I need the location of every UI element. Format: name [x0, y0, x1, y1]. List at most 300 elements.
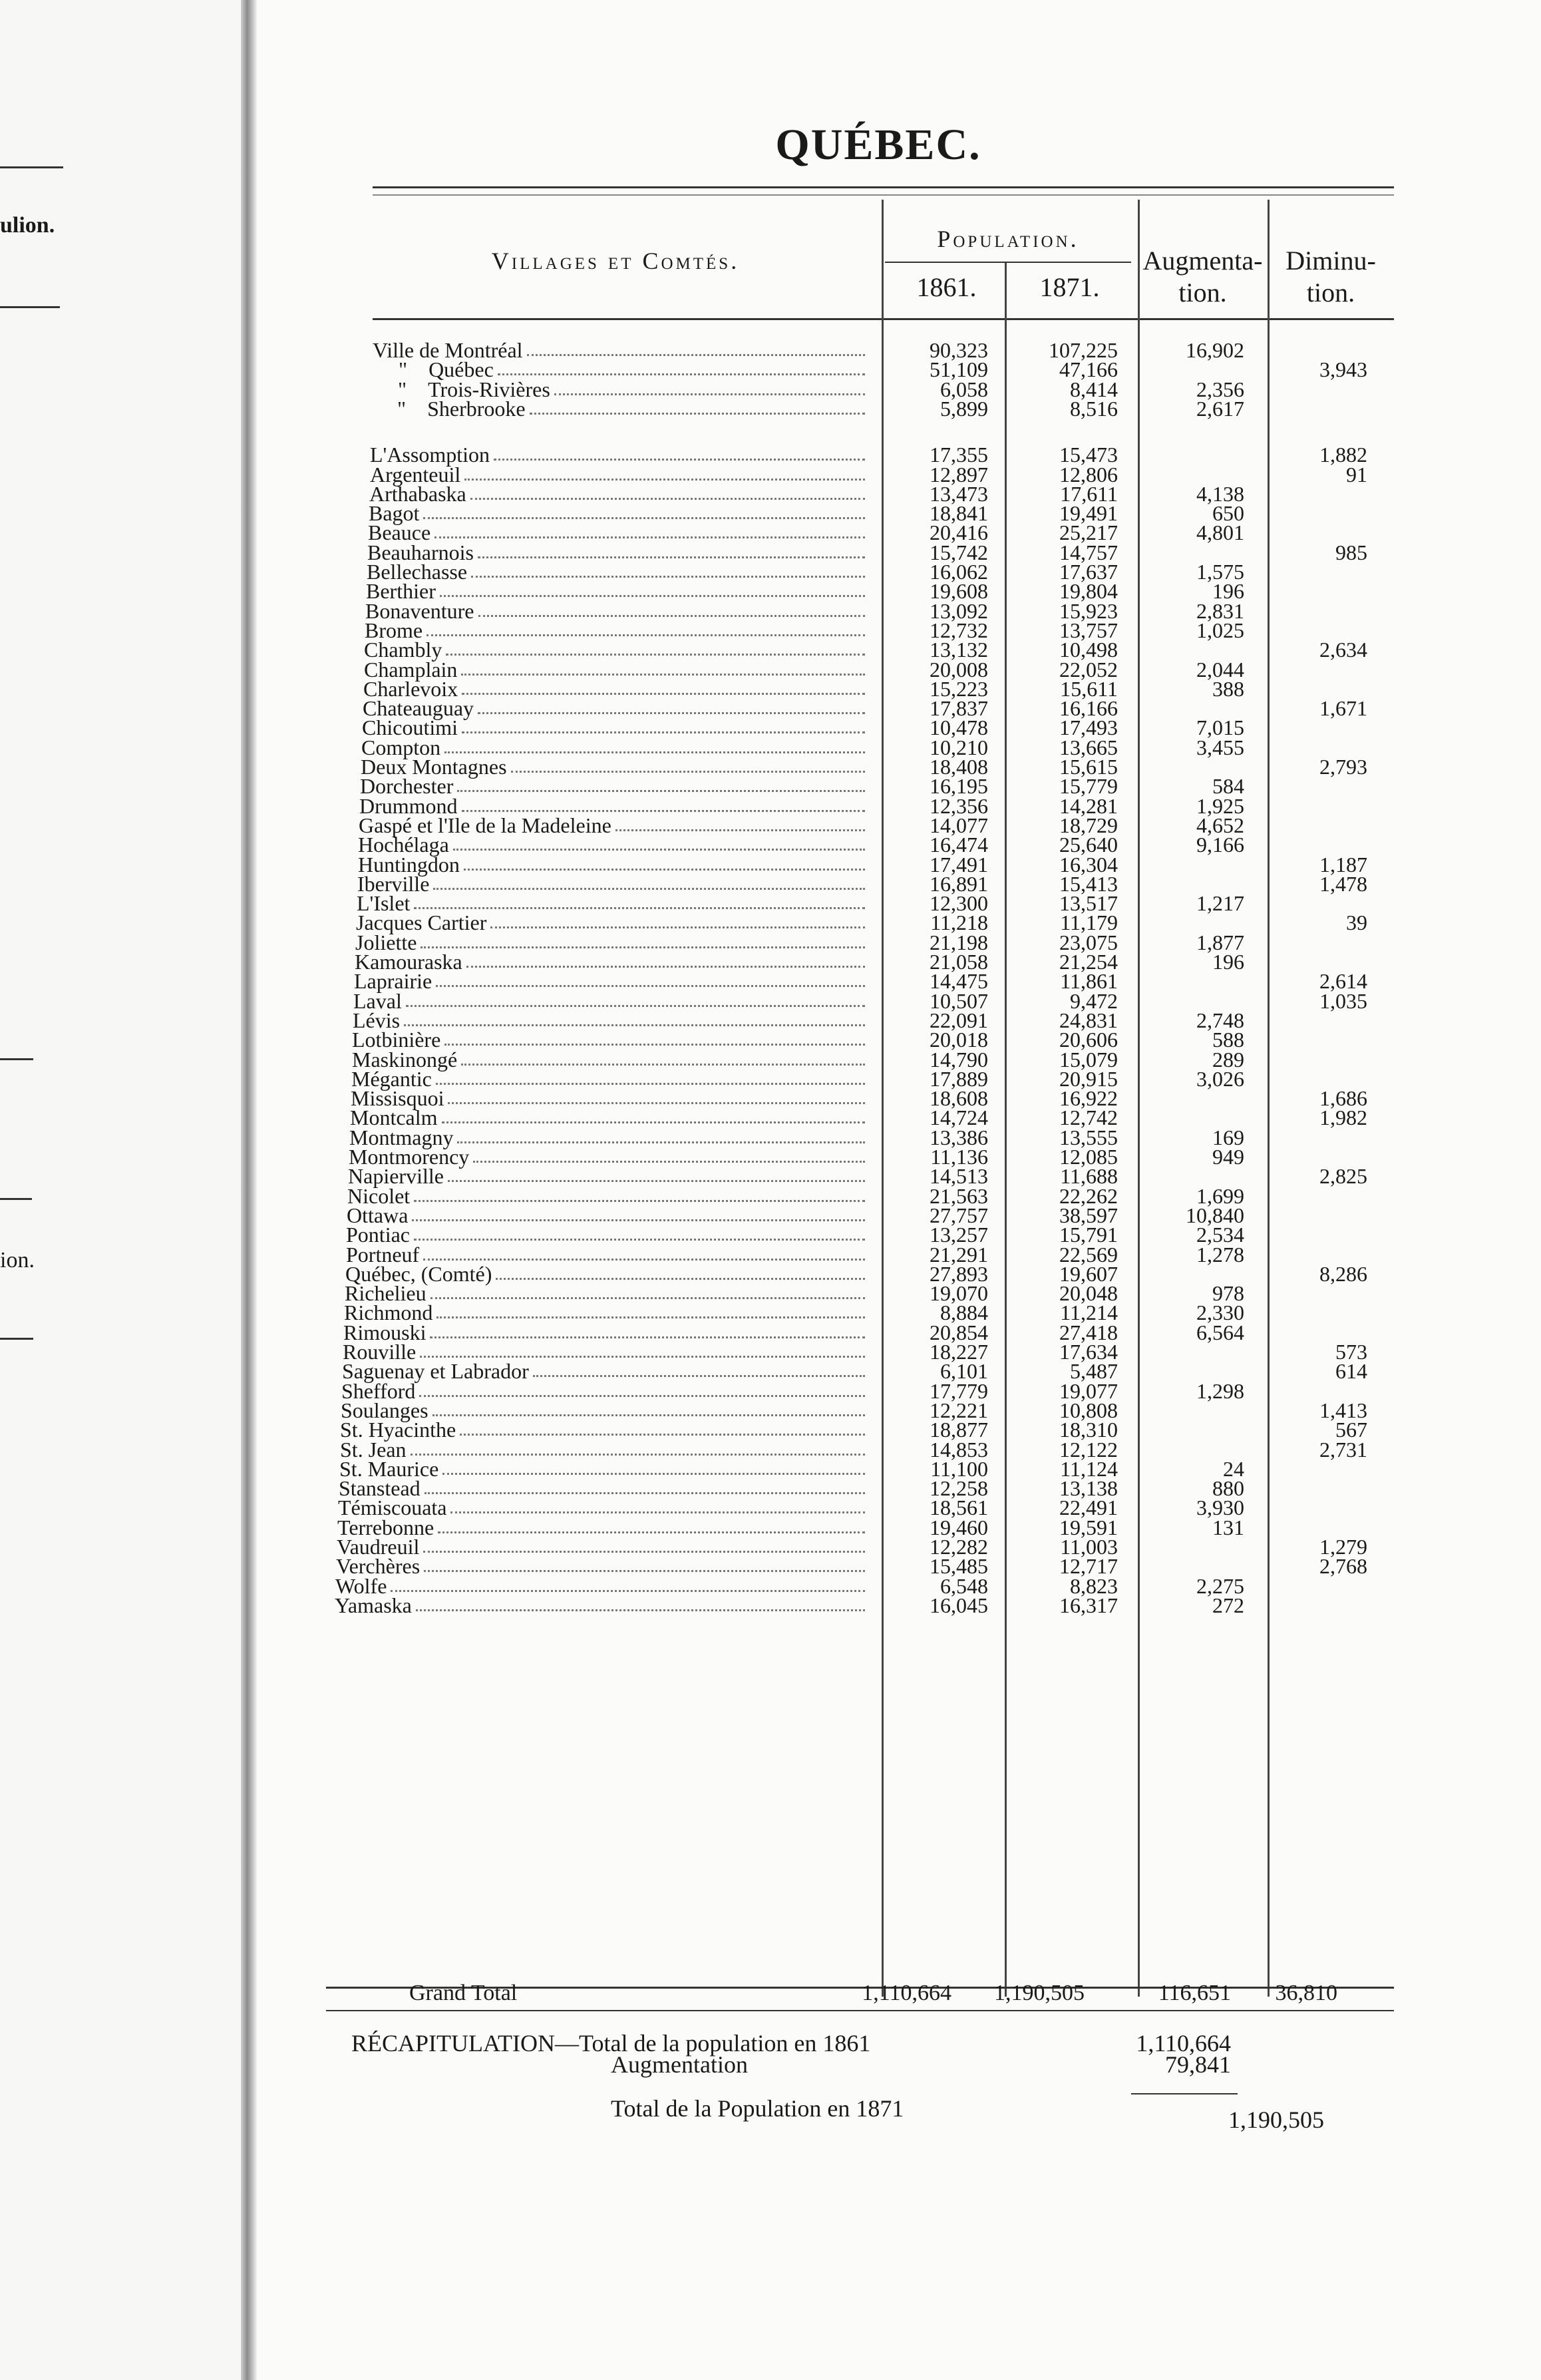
leader-dots: [442, 1107, 865, 1123]
cell-aug: 289: [1212, 1048, 1244, 1072]
cell-p1861: 19,070: [930, 1281, 988, 1305]
row-name: Laprairie: [354, 969, 432, 993]
table-row: [0, 970, 1541, 992]
cell-p1861: 12,300: [930, 891, 988, 915]
leader-dots: [423, 1536, 865, 1553]
row-name: L'Islet: [357, 891, 411, 915]
leader-dots: [391, 1575, 865, 1592]
leader-dots: [462, 795, 865, 812]
cell-aug: 2,044: [1196, 658, 1244, 682]
cell-aug: 4,801: [1196, 520, 1244, 544]
cell-p1871: 20,606: [1059, 1028, 1118, 1052]
cell-p1871: 11,124: [1060, 1457, 1118, 1481]
leader-dots: [419, 1380, 865, 1397]
cell-p1871: 15,615: [1059, 755, 1118, 779]
recap-rule: [1131, 2093, 1238, 2094]
cell-p1861: 17,491: [930, 853, 988, 877]
row-name: Chambly: [364, 638, 442, 662]
table-row: [0, 1224, 1541, 1246]
cell-p1871: 16,304: [1059, 853, 1118, 877]
cell-p1871: 17,634: [1059, 1340, 1118, 1364]
leader-dots: [464, 464, 865, 481]
cell-aug: 388: [1212, 677, 1244, 701]
cell-aug: 3,930: [1196, 1495, 1244, 1519]
leader-dots: [411, 1439, 865, 1456]
leader-dots: [461, 1049, 865, 1066]
grand-total-label: Grand Total: [409, 1981, 518, 2005]
cell-p1871: 38,597: [1059, 1203, 1118, 1227]
table-row: [0, 1029, 1541, 1051]
cell-dim: 1,478: [1319, 872, 1367, 896]
grand-total-1871: 1,190,505: [994, 1981, 1085, 2005]
row-name: Chicoutimi: [362, 715, 458, 739]
cell-p1861: 5,899: [940, 397, 988, 421]
cell-dim: 985: [1335, 540, 1367, 564]
leader-dots: [496, 1263, 865, 1280]
cell-aug: 16,902: [1186, 338, 1244, 362]
row-name: Compton: [361, 735, 441, 759]
row-name: Beauce: [368, 520, 431, 544]
cell-p1861: 14,475: [930, 969, 988, 993]
row-name: Nicolet: [347, 1184, 411, 1208]
row-name: Lotbinière: [352, 1028, 441, 1052]
leader-dots: [434, 522, 865, 538]
leader-dots: [478, 600, 865, 617]
row-name: Québec, (Comté): [345, 1262, 492, 1286]
cell-p1861: 10,478: [930, 715, 988, 739]
leader-dots: [466, 951, 865, 968]
leader-dots: [460, 1419, 865, 1436]
leader-dots: [436, 970, 865, 987]
cell-p1871: 13,138: [1059, 1476, 1118, 1500]
row-name: St. Maurice: [339, 1457, 439, 1481]
cell-p1861: 17,355: [930, 443, 988, 467]
leader-dots: [414, 1224, 865, 1241]
table-row: [0, 580, 1541, 602]
leader-dots: [444, 1029, 865, 1046]
cell-p1871: 11,179: [1060, 910, 1118, 934]
cell-aug: 2,534: [1196, 1223, 1244, 1247]
row-name: Shefford: [341, 1379, 416, 1403]
row-name: Bonaventure: [365, 599, 474, 623]
leader-dots: [450, 1497, 865, 1513]
recap-augmentation-label: Augmentation: [611, 2051, 748, 2078]
cell-p1861: 14,724: [930, 1105, 988, 1129]
cell-aug: 6,564: [1196, 1320, 1244, 1344]
table-row: [0, 1555, 1541, 1577]
cell-p1861: 16,195: [930, 774, 988, 798]
leader-dots: [448, 1165, 865, 1182]
leader-dots: [421, 932, 865, 948]
table-row: [0, 912, 1541, 934]
cell-p1871: 15,779: [1059, 774, 1118, 798]
cell-aug: 2,330: [1196, 1300, 1244, 1324]
cell-dim: 1,413: [1319, 1398, 1367, 1422]
table-row: [0, 717, 1541, 739]
cell-p1861: 20,018: [930, 1028, 988, 1052]
cell-p1861: 13,473: [930, 482, 988, 506]
cell-dim: 2,634: [1319, 638, 1367, 662]
cell-aug: 588: [1212, 1028, 1244, 1052]
cell-p1871: 8,516: [1070, 397, 1118, 421]
row-name: Gaspé et l'Ile de la Madeleine: [359, 813, 611, 837]
cell-p1871: 25,640: [1059, 833, 1118, 857]
row-name: Kamouraska: [355, 950, 462, 974]
row-name: Jacques Cartier: [356, 910, 487, 934]
leader-dots: [442, 1458, 865, 1475]
leader-dots: [420, 1341, 865, 1358]
row-name: " Québec: [372, 357, 494, 381]
cell-aug: 1,877: [1196, 930, 1244, 954]
cell-dim: 1,035: [1319, 989, 1367, 1013]
leader-dots: [414, 892, 865, 909]
row-name: Lévis: [353, 1008, 401, 1032]
cell-p1861: 14,513: [930, 1164, 988, 1188]
cell-p1861: 14,077: [930, 813, 988, 837]
row-name: Hochélaga: [358, 833, 449, 857]
row-name: Montmagny: [349, 1125, 454, 1149]
cell-dim: 2,768: [1319, 1554, 1367, 1578]
cell-p1871: 15,079: [1059, 1048, 1118, 1072]
cell-p1871: 11,003: [1060, 1535, 1118, 1559]
cell-dim: 1,671: [1319, 696, 1367, 720]
row-name: Laval: [353, 989, 402, 1013]
cell-p1871: 12,085: [1059, 1145, 1118, 1169]
cell-dim: 91: [1346, 463, 1367, 487]
row-name: Mégantic: [351, 1067, 432, 1091]
cell-p1871: 8,414: [1070, 377, 1118, 401]
cell-p1871: 107,225: [1049, 338, 1118, 362]
cell-p1861: 12,258: [930, 1476, 988, 1500]
cell-p1871: 16,922: [1059, 1086, 1118, 1110]
cell-dim: 1,686: [1319, 1086, 1367, 1110]
row-name: Joliette: [355, 930, 417, 954]
cell-p1871: 19,077: [1059, 1379, 1118, 1403]
cell-p1861: 17,889: [930, 1067, 988, 1091]
header-1871: 1871.: [1039, 272, 1100, 302]
cell-aug: 1,025: [1196, 618, 1244, 642]
row-name: Montcalm: [350, 1105, 438, 1129]
cell-dim: 1,187: [1319, 853, 1367, 877]
cell-p1871: 10,808: [1059, 1398, 1118, 1422]
cell-dim: 2,793: [1319, 755, 1367, 779]
leader-dots: [527, 339, 865, 356]
left-rule: [0, 166, 63, 168]
recap-heading: RÉCAPITULATION—Total de la population en 1861: [351, 2030, 871, 2057]
row-name: Argenteuil: [370, 463, 461, 487]
leader-dots: [530, 398, 865, 415]
row-name: Rimouski: [343, 1320, 427, 1344]
cell-aug: 2,748: [1196, 1008, 1244, 1032]
cell-p1871: 15,611: [1060, 677, 1118, 701]
cell-p1861: 12,221: [930, 1398, 988, 1422]
table-row: [0, 1419, 1541, 1441]
leader-dots: [457, 1127, 865, 1143]
cell-aug: 1,278: [1196, 1243, 1244, 1267]
leader-dots: [406, 990, 865, 1007]
cell-p1861: 6,101: [940, 1359, 988, 1383]
cell-p1871: 12,717: [1059, 1554, 1118, 1578]
cell-p1871: 17,611: [1060, 482, 1118, 506]
leader-dots: [414, 1185, 865, 1202]
leader-dots: [427, 620, 865, 636]
cell-p1871: 17,637: [1059, 560, 1118, 584]
row-name: Pontiac: [346, 1223, 410, 1247]
row-name: Montmorency: [349, 1145, 470, 1169]
cell-p1861: 22,091: [930, 1008, 988, 1032]
cell-p1861: 20,416: [930, 520, 988, 544]
row-name: Bagot: [369, 501, 420, 525]
cell-aug: 1,298: [1196, 1379, 1244, 1403]
cell-p1861: 15,485: [930, 1554, 988, 1578]
header-top-rule: [373, 186, 1394, 188]
row-name: Wolfe: [335, 1574, 387, 1598]
cell-p1861: 18,608: [930, 1086, 988, 1110]
table-row: [0, 398, 1541, 420]
cell-aug: 1,575: [1196, 560, 1244, 584]
cell-p1861: 6,548: [940, 1574, 988, 1598]
cell-p1871: 12,742: [1059, 1105, 1118, 1129]
row-name: Missisquoi: [351, 1086, 444, 1110]
row-name: Beauharnois: [367, 540, 474, 564]
row-name: Deux Montagnes: [361, 755, 507, 779]
cell-dim: 2,731: [1319, 1438, 1367, 1462]
cell-p1871: 15,791: [1059, 1223, 1118, 1247]
leader-dots: [494, 444, 865, 461]
cell-p1861: 12,356: [930, 794, 988, 818]
table-row: [0, 1360, 1541, 1382]
cell-p1861: 51,109: [930, 357, 988, 381]
table-row: [0, 444, 1541, 466]
row-name: Charlevoix: [363, 677, 458, 701]
cell-p1871: 25,217: [1059, 520, 1118, 544]
cell-p1861: 12,282: [930, 1535, 988, 1559]
cell-p1871: 13,665: [1059, 735, 1118, 759]
cell-aug: 169: [1212, 1125, 1244, 1149]
table-row: [0, 522, 1541, 544]
cell-aug: 1,925: [1196, 794, 1244, 818]
cell-p1861: 10,210: [930, 735, 988, 759]
cell-p1861: 16,062: [930, 560, 988, 584]
cell-aug: 584: [1212, 774, 1244, 798]
row-name: " Sherbrooke: [371, 397, 526, 421]
header-population: Population.: [937, 226, 1079, 252]
leader-dots: [464, 854, 865, 871]
cell-dim: 614: [1335, 1359, 1367, 1383]
row-name: Stanstead: [339, 1476, 421, 1500]
cell-p1861: 12,897: [930, 463, 988, 487]
leader-dots: [433, 873, 865, 890]
cell-p1861: 6,058: [940, 377, 988, 401]
leader-dots: [473, 1146, 865, 1163]
row-name: Terrebonne: [337, 1515, 434, 1539]
cell-p1871: 19,607: [1059, 1262, 1118, 1286]
table-row: [0, 359, 1541, 381]
left-fragment-text-1: ulion.: [0, 213, 55, 238]
cell-p1861: 16,891: [930, 872, 988, 896]
leader-dots: [416, 1595, 865, 1611]
cell-aug: 4,138: [1196, 482, 1244, 506]
cell-p1871: 12,806: [1059, 463, 1118, 487]
cell-p1861: 20,008: [930, 658, 988, 682]
cell-p1861: 11,136: [930, 1145, 988, 1169]
leader-dots: [432, 1400, 865, 1416]
cell-p1871: 8,823: [1070, 1574, 1118, 1598]
cell-aug: 131: [1212, 1515, 1244, 1539]
cell-p1861: 21,198: [930, 930, 988, 954]
cell-dim: 567: [1335, 1418, 1367, 1442]
row-name: Berthier: [366, 579, 436, 603]
row-name: Témiscouata: [338, 1495, 447, 1519]
cell-p1871: 13,517: [1059, 891, 1118, 915]
row-name: Ottawa: [347, 1203, 409, 1227]
leader-dots: [478, 697, 865, 714]
cell-p1861: 21,291: [930, 1243, 988, 1267]
cell-p1861: 21,058: [930, 950, 988, 974]
cell-p1861: 17,779: [930, 1379, 988, 1403]
header-top-rule-thin: [373, 194, 1394, 196]
cell-p1861: 13,092: [930, 599, 988, 623]
cell-p1861: 17,837: [930, 696, 988, 720]
cell-p1871: 24,831: [1059, 1008, 1118, 1032]
cell-p1861: 11,218: [930, 910, 988, 934]
table-row: [0, 1497, 1541, 1519]
grand-total-1861: 1,110,664: [862, 1981, 951, 2005]
row-name: L'Assomption: [370, 443, 490, 467]
leader-dots: [436, 1068, 865, 1085]
cell-p1861: 11,100: [930, 1457, 988, 1481]
table-row: [0, 1107, 1541, 1129]
cell-p1871: 47,166: [1059, 357, 1118, 381]
row-name: Richelieu: [345, 1281, 427, 1305]
leader-dots: [533, 1360, 865, 1377]
cell-p1861: 14,790: [930, 1048, 988, 1072]
row-name: Soulanges: [341, 1398, 428, 1422]
table-row: [0, 834, 1541, 856]
cell-p1861: 14,853: [930, 1438, 988, 1462]
header-augmentation: Augmenta-tion.: [1142, 246, 1263, 307]
cell-p1861: 15,742: [930, 540, 988, 564]
cell-dim: 573: [1335, 1340, 1367, 1364]
cell-aug: 10,840: [1186, 1203, 1244, 1227]
cell-aug: 196: [1212, 579, 1244, 603]
cell-p1871: 14,281: [1059, 794, 1118, 818]
cell-p1861: 12,732: [930, 618, 988, 642]
cell-p1871: 20,915: [1059, 1067, 1118, 1091]
cell-aug: 1,217: [1196, 891, 1244, 915]
leader-dots: [436, 1302, 865, 1318]
row-name: Dorchester: [360, 774, 454, 798]
cell-aug: 9,166: [1196, 833, 1244, 857]
leader-dots: [444, 737, 865, 753]
cell-p1861: 19,460: [930, 1515, 988, 1539]
table-row: [0, 1595, 1541, 1617]
leader-dots: [462, 678, 865, 695]
cell-p1871: 13,555: [1059, 1125, 1118, 1149]
leader-dots: [462, 717, 865, 733]
cell-aug: 1,699: [1196, 1184, 1244, 1208]
cell-aug: 2,831: [1196, 599, 1244, 623]
header-1861: 1861.: [916, 272, 977, 302]
row-name: St. Hyacinthe: [340, 1418, 456, 1442]
cell-p1861: 19,608: [930, 579, 988, 603]
cell-aug: 2,275: [1196, 1574, 1244, 1598]
row-name: Bellechasse: [367, 560, 468, 584]
cell-aug: 4,652: [1196, 813, 1244, 837]
cell-aug: 949: [1212, 1145, 1244, 1169]
leader-dots: [430, 1322, 865, 1338]
cell-p1871: 16,317: [1059, 1593, 1118, 1617]
cell-p1871: 19,591: [1059, 1515, 1118, 1539]
leader-dots: [498, 359, 865, 375]
cell-p1871: 15,923: [1059, 599, 1118, 623]
cell-p1871: 21,254: [1059, 950, 1118, 974]
cell-p1871: 20,048: [1059, 1281, 1118, 1305]
row-name: Brome: [365, 618, 423, 642]
row-name: Champlain: [364, 658, 458, 682]
cell-p1861: 18,227: [930, 1340, 988, 1364]
cell-p1871: 11,214: [1060, 1300, 1118, 1324]
recap-1861-value: 1,110,664: [1136, 2030, 1231, 2057]
table-row: [0, 1165, 1541, 1187]
leader-dots: [461, 659, 865, 676]
cell-p1871: 11,688: [1060, 1164, 1118, 1188]
row-name: Ville de Montréal: [373, 338, 523, 362]
page-title: QUÉBEC.: [775, 120, 981, 169]
leader-dots: [554, 379, 865, 395]
header-villages: Villages et Comtés.: [491, 248, 740, 274]
leader-dots: [404, 1010, 865, 1026]
leader-dots: [440, 580, 865, 597]
leader-dots: [423, 1244, 865, 1261]
cell-p1861: 18,841: [930, 501, 988, 525]
cell-p1861: 18,561: [930, 1495, 988, 1519]
table-row: [0, 639, 1541, 661]
table-row: [0, 775, 1541, 797]
grand-total-augmentation: 116,651: [1158, 1981, 1231, 2005]
cell-aug: 3,455: [1196, 735, 1244, 759]
row-name: Arthabaska: [369, 482, 466, 506]
leader-dots: [478, 542, 865, 558]
total-bottom-rule: [326, 2010, 1394, 2011]
cell-aug: 650: [1212, 501, 1244, 525]
cell-dim: 39: [1346, 910, 1367, 934]
cell-p1871: 15,473: [1059, 443, 1118, 467]
leader-dots: [423, 502, 865, 519]
cell-aug: 7,015: [1196, 715, 1244, 739]
leader-dots: [446, 639, 865, 656]
cell-aug: 2,617: [1196, 397, 1244, 421]
cell-dim: 8,286: [1319, 1262, 1367, 1286]
recap-final-label: Total de la Population en 1871: [611, 2095, 904, 2122]
row-name: Rouville: [343, 1340, 417, 1364]
cell-dim: 1,279: [1319, 1535, 1367, 1559]
cell-p1871: 15,413: [1059, 872, 1118, 896]
cell-p1861: 15,223: [930, 677, 988, 701]
left-rule: [0, 306, 60, 308]
cell-aug: 978: [1212, 1281, 1244, 1305]
cell-p1861: 21,563: [930, 1184, 988, 1208]
row-name: St. Jean: [340, 1438, 407, 1462]
row-name: Saguenay et Labrador: [342, 1359, 529, 1383]
recap-augmentation-value: 79,841: [1165, 2051, 1231, 2078]
cell-p1871: 23,075: [1059, 930, 1118, 954]
cell-p1861: 13,386: [930, 1125, 988, 1149]
cell-aug: 3,026: [1196, 1067, 1244, 1091]
leader-dots: [438, 1517, 865, 1533]
cell-p1871: 13,757: [1059, 618, 1118, 642]
cell-p1861: 27,893: [930, 1262, 988, 1286]
